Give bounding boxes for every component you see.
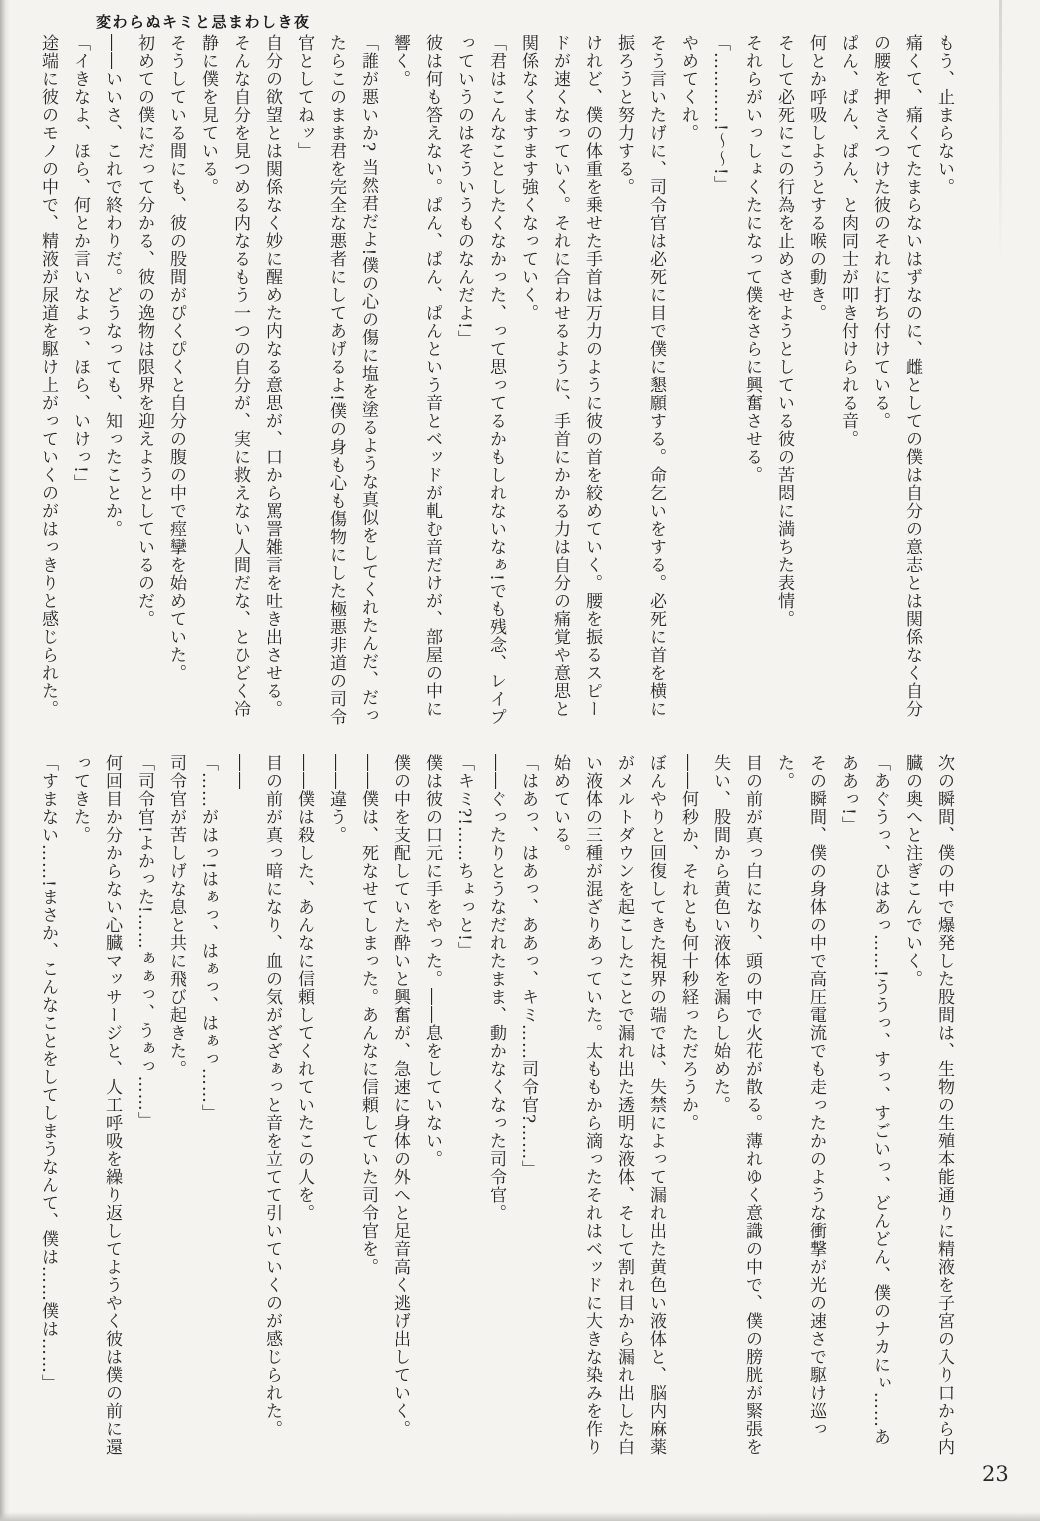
paragraph: 「はあっ、はあっ、ああっ、キミ……司令官?……」 [518, 754, 538, 1179]
paragraph: 途端に彼のモノの中で、精液が尿道を駆け上がっていくのがはっきりと感じられた。 [38, 34, 58, 718]
paragraph: ――僕は、死なせてしまった。あんなに信頼していた司令官を。 [358, 754, 378, 1276]
paragraph: その瞬間、僕の身体の中で高圧電流でも走ったかのような衝撃が光の速さで駆け巡った。 [774, 754, 826, 1438]
paragraph: ――何秒か、それとも何十秒経っただろうか。 [678, 754, 698, 1132]
paragraph: ――いいさ、これで終わりだ。どうなっても、知ったことか。 [102, 34, 122, 538]
paragraph: もう、止まらない。 [934, 34, 954, 196]
paragraph: そう言いたげに、司令官は必死に目で僕に懇願する。命乞いをする。必死に首を横に振ろうと努力する。 [614, 34, 666, 718]
paragraph: ――違う。 [326, 754, 346, 844]
scan-edge-bottom [0, 1512, 1040, 1521]
paragraph: 「あぐうっ、ひはあっ……!ううっ、すっ、すごいっ、どんどん、僕のナカにぃ……あああっ!」 [838, 754, 890, 1446]
paragraph: そうしている間にも、彼の股間がぴくぴくと自分の腹の中で痙攣を始めていた。 [166, 34, 186, 682]
paragraph: 自分の欲望とは関係なく妙に醒めた内なる意思が、口から罵詈雑言を吐き出させる。 [262, 34, 282, 718]
paragraph: それらがいっしょくたになって僕をさらに興奮させる。 [742, 34, 762, 484]
paragraph: 彼は何も答えない。ぱん、ぱん、ぱんという音とベッドが軋む音だけが、部屋の中に響く。 [390, 34, 442, 718]
vertical-text-block-bottom [38, 754, 960, 1462]
paragraph: 目の前が真っ暗になり、血の気がざざぁっと音を立てて引いていくのが感じられた。 [262, 754, 282, 1438]
paragraph: 目の前が真っ白になり、頭の中で火花が散る。薄れゆく意識の中で、僕の膀胱が緊張を失い、股間から黄色い液体を漏らし始めた。 [710, 754, 762, 1456]
scan-edge-left [0, 0, 10, 1521]
paragraph: やめてくれ。 [678, 34, 698, 142]
paragraph: 僕は彼の口元に手をやった。――息をしていない。 [422, 754, 442, 1168]
paragraph: ――ぐったりとうなだれたまま、動かなくなった司令官。 [486, 754, 506, 1222]
paragraph: 「誰が悪いか? 当然君だよ!僕の心の傷に塩を塗るような真似をしてくれたんだ、だったらこのまま君を完全な悪者にしてあげるよ!僕の身も心も傷物にした極悪非道の司令官としてねッ」 [294, 34, 378, 726]
paragraph: 「司令官!よかった!……ぁぁっ、うぁっ……」 [134, 754, 154, 1130]
paragraph: 何回目か分からない心臓マッサージと、人工呼吸を繰り返してようやく彼は僕の前に還ってきた。 [70, 754, 122, 1456]
page-number: 23 [982, 1462, 1009, 1486]
paragraph: 「…………!〜〜!」 [710, 34, 730, 194]
paragraph: そんな自分を見つめる内なるもう一つの自分が、実に救えない人間だな、とひどく冷静に僕を見ている。 [198, 34, 250, 718]
vertical-text-block-top [38, 34, 960, 734]
paragraph: ――僕は殺した、あんなに信頼してくれていたこの人を。 [294, 754, 314, 1222]
paragraph: 「キミ?!……ちょっと!」 [454, 754, 474, 960]
paragraph: 「君はこんなことしたくなかった、って思ってるかもしれないなぁ!でも残念、レイプっていうのはそういうものなんだよ!」 [454, 34, 506, 726]
scan-crease [999, 0, 1002, 260]
paragraph: ぱん、ぱん、ぱん、と肉同士が叩き付けられる音。 [838, 34, 858, 448]
running-header-title: 変わらぬキミと忌まわしき夜 [96, 14, 311, 31]
paragraph: 次の瞬間、僕の中で爆発した股間は、生物の生殖本能通りに精液を子宮の入り口から内臓の奥へと注ぎこんでいく。 [902, 754, 954, 1456]
paragraph: けれど、僕の体重を乗せた手首は万力のように彼の首を絞めていく。腰を振るスピードが速くなっていく。それに合わせるように、手首にかかる力は自分の痛覚や意思と関係なくますます強くなっていく。 [518, 34, 602, 718]
paragraph: 僕の中を支配していた酔いと興奮が、急速に身体の外へと足音高く逃げ出していく。 [390, 754, 410, 1438]
paragraph: 司令官が苦しげな息と共に飛び起きた。 [166, 754, 186, 1078]
paragraph: 「……がはっ!はぁっ、はぁっ、はぁっ……」 [198, 754, 218, 1122]
paragraph: 何とか呼吸しようとする喉の動き。 [806, 34, 826, 322]
paragraph: 「イきなよ、ほら、何とか言いなよっ、ほら、いけっ!」 [70, 34, 90, 492]
paragraph: ―― [230, 754, 250, 790]
paragraph: 初めての僕にだって分かる、彼の逸物は限界を迎えようとしているのだ。 [134, 34, 154, 628]
paragraph: そして必死にこの行為を止めさせようとしている彼の苦悶に満ちた表情。 [774, 34, 794, 628]
paragraph: ぼんやりと回復してきた視界の端では、失禁によって漏れ出た黄色い液体と、脳内麻薬がメルトダウンを起こしたことで漏れ出た透明な液体、そして割れ目から漏れ出した白い液体の三種が混ざりあっていた。太ももから滴ったそれはベッドに大きな染みを作り始めている。 [550, 754, 666, 1456]
paragraph: 「すまない……!まさか、こんなことをしてしまうなんて、僕は……僕は……」 [38, 754, 58, 1392]
paragraph: 痛くて、痛くてたまらないはずなのに、雌としての僕は自分の意志とは関係なく自分の腰を押さえつけた彼のそれに打ち付けている。 [870, 34, 922, 718]
